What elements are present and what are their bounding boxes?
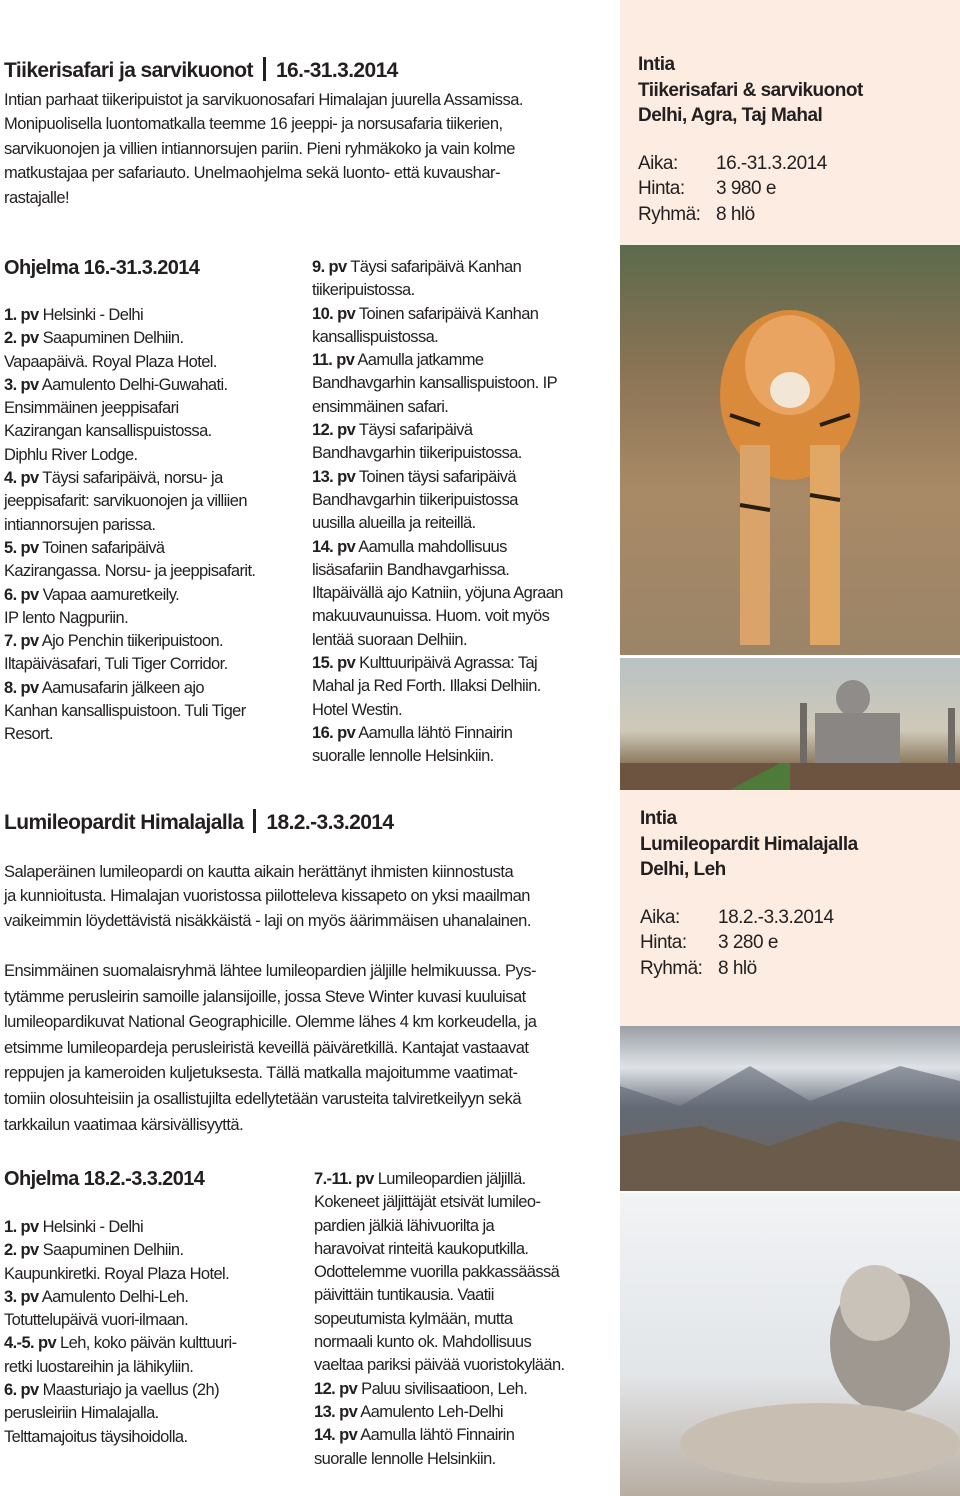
program-line [4,327,255,350]
tour2-intro-2 [4,959,536,1138]
day-text: Kokeneet jäljittäjät etsivät lumileo- [314,1193,541,1212]
day-text: retki luostareihin ja lähikyliin. [4,1357,194,1376]
box-price: Hinta: 3 280 e [640,932,778,953]
day-text: Paluu sivilisaatioon, Leh. [361,1379,528,1398]
program-day [312,303,563,350]
program-line [312,605,563,628]
day-text: vaeltaa pariksi päivää vuoristokylään. [314,1356,565,1375]
day-text: Helsinki - Delhi [42,1218,144,1236]
text-line: etsimme lumileopardeja perusleiristä keveillä päiväretkillä. Kantajat vastaavat [4,1038,529,1057]
day-number: 2. pv [4,329,39,348]
day-text: sopeutumista kylmään, mutta [314,1309,513,1328]
taj-mahal-photo [620,658,960,790]
box-tour-name: Lumileopardit Himalajalla [640,833,858,855]
day-number: 3. pv [4,375,39,394]
program-day [4,1379,236,1449]
box-places: Delhi, Leh [640,859,726,880]
tour2-info-box [620,790,960,1026]
program-day [4,584,255,631]
day-number: 10. pv [312,304,356,323]
day-number: 6. pv [4,585,39,604]
program-line [312,559,563,582]
program-line [4,537,255,560]
program-line [312,722,563,745]
day-number: 12. pv [314,1379,358,1398]
day-number: 4.-5. pv [4,1334,57,1353]
day-number: 11. pv [312,351,355,370]
tour2-title-text: Lumileopardit Himalajalla [4,811,244,834]
tour1-title [4,57,398,83]
day-text: Kazirangan kansallispuistossa. [4,422,212,441]
program-line [312,675,563,698]
day-text: Bandhavgarhin tiikeripuistossa [312,490,518,509]
tour2-title [4,809,393,835]
program-day [4,537,255,584]
program-line [4,444,255,467]
program-day [312,466,563,536]
day-number: 8. pv [4,678,39,697]
day-number: 14. pv [312,537,356,556]
day-text: Aamulla mahdollisuus [358,537,507,556]
tiger-photo [620,245,960,655]
box-tour-name: Tiikerisafari & sarvikuonot [638,79,863,101]
program-line [314,1308,565,1331]
program-day [314,1401,565,1424]
program-day [312,536,563,652]
day-text: Saapuminen Delhiin. [42,329,184,348]
program-line [314,1168,565,1191]
tour1-program-col2 [312,256,563,769]
day-text: Aamulento Delhi-Leh. [41,1287,189,1306]
program-line [4,653,255,676]
program-line [314,1424,565,1447]
program-day [4,1239,236,1286]
day-number: 2. pv [4,1241,39,1260]
day-text: Iltapäivällä ajo Katniin, yöjuna Agraan [312,584,563,603]
day-text: Iltapäiväsafari, Tuli Tiger Corridor. [4,655,228,674]
day-text: Aamulla lähtö Finnairin [358,723,513,742]
mountains-photo [620,1026,960,1191]
text-line: ja kunnioitusta. Himalajan vuoristossa piilotteleva kissapeto on yksi maailman [4,887,530,906]
day-text: Aamulento Delhi-Guwahati. [41,375,228,394]
program-line [4,584,255,607]
tour2-program-heading: Ohjelma 18.2.-3.3.2014 [4,1168,205,1190]
day-text: Täysi safaripäivä Kanhan [350,258,522,276]
text-line: tarkkailun vaatimaa kärsivällisyyttä. [4,1115,244,1134]
text-line: rastajalle! [4,188,70,207]
program-day [4,467,255,537]
text-line: Monipuolisella luontomatkalla teemme 16 jeeppi- ja norsusafaria tiikerien, [4,115,503,134]
program-line [314,1448,565,1471]
program-line [312,372,563,395]
day-text: Bandhavgarhin tiikeripuistossa. [312,444,522,463]
snow-leopard-photo [620,1193,960,1496]
program-day [312,256,563,303]
program-day [4,374,255,467]
program-line [312,326,563,349]
program-line [4,397,255,420]
program-line [4,1332,236,1355]
program-day [4,677,255,747]
program-day [314,1378,565,1401]
program-line [314,1401,565,1424]
program-day [4,1286,236,1333]
day-number: 13. pv [312,467,356,486]
day-text: ensimmäinen safari. [312,397,449,416]
program-day [4,1332,236,1379]
day-number: 6. pv [4,1381,39,1400]
day-number: 16. pv [312,723,356,742]
text-line: lumileopardikuvat National Geographicille. Olemme lähes 4 km korkeudella, ja [4,1013,537,1032]
day-text: Kanhan kansallispuistoon. Tuli Tiger [4,702,246,721]
text-line: reppujen ja kameroiden kuljetuksesta. Tällä matkalla majoitumme vaatimat- [4,1064,518,1083]
program-day [312,722,563,769]
day-text: Saapuminen Delhiin. [42,1241,184,1260]
program-line [4,677,255,700]
program-line [312,536,563,559]
program-line [4,723,255,746]
program-line [4,1426,236,1449]
day-number: 5. pv [4,538,39,557]
mountains-illustration [620,1026,960,1191]
program-line [314,1191,565,1214]
day-number: 4. pv [4,469,39,488]
day-text: Telttamajoitus täysihoidolla. [4,1427,188,1446]
day-text: perusleiriin Himalajalla. [4,1404,159,1423]
program-day [314,1424,565,1471]
program-line [314,1215,565,1238]
tour2-program-col1 [4,1216,236,1449]
program-day [4,304,255,327]
day-text: lentää suoraan Delhiin. [312,630,467,649]
day-text: intiannorsujen parissa. [4,515,156,534]
title-divider [263,57,266,81]
day-text: Lumileopardien jäljillä. [377,1170,526,1188]
program-day [4,1216,236,1239]
tour1-program-col1 [4,304,255,747]
day-text: Täysi safaripäivä, norsu- ja [42,469,223,488]
day-text: Kazirangassa. Norsu- ja jeeppisafarit. [4,562,256,581]
day-text: Ensimmäinen jeeppisafari [4,399,179,418]
program-line [312,279,563,302]
box-group: Ryhmä: 8 hlö [638,203,755,225]
program-day [314,1168,565,1378]
program-line [314,1378,565,1401]
day-text: Leh, koko päivän kulttuuri- [60,1334,237,1353]
program-day [4,630,255,677]
text-line: tomiin olosuhteisiin ja osallistujilta edellytetään varusteita talviretkeilyyn sekä [4,1089,522,1108]
program-line [4,700,255,723]
day-number: 14. pv [314,1426,358,1445]
program-line [312,512,563,535]
day-text: Aamulla jatkamme [357,351,484,370]
day-text: Täysi safaripäivä [358,421,473,440]
program-line [312,629,563,652]
day-number: 13. pv [314,1402,358,1421]
box-country: Intia [640,808,677,829]
tour1-intro [4,88,523,210]
program-day [312,419,563,466]
text-line: Salaperäinen lumileopardi on kautta aikain herättänyt ihmisten kiinnostusta [4,863,514,881]
day-number: 1. pv [4,1218,39,1236]
program-line [4,1402,236,1425]
program-line [4,490,255,513]
day-text: Maasturiajo ja vaellus (2h) [42,1381,219,1400]
program-line [314,1284,565,1307]
program-line [312,466,563,489]
program-line [4,607,255,630]
tour2-intro-1 [4,860,531,933]
program-line [312,349,563,372]
program-line [314,1238,565,1261]
program-line [4,1309,236,1332]
day-text: Resort. [4,725,53,744]
program-line [312,652,563,675]
program-line [314,1354,565,1377]
program-line [4,1286,236,1309]
snow-leopard-illustration [620,1193,960,1496]
program-day [312,349,563,419]
title-divider [253,809,256,833]
tour1-title-text: Tiikerisafari ja sarvikuonot [4,59,253,82]
program-line [4,374,255,397]
day-text: Helsinki - Delhi [42,306,144,324]
program-day [4,327,255,374]
text-line: Ensimmäinen suomalaisryhmä lähtee lumileopardien jäljille helmikuussa. Pys- [4,962,536,980]
day-text: Aamulento Leh-Delhi [360,1402,503,1421]
day-text: Toinen safaripäivä [42,538,165,557]
program-line [4,630,255,653]
day-text: tiikeripuistossa. [312,281,415,300]
day-text: Kaupunkiretki. Royal Plaza Hotel. [4,1264,230,1283]
program-line [314,1261,565,1284]
program-line [4,1216,236,1239]
program-line [4,1379,236,1402]
tour2-title-date: 18.2.-3.3.2014 [266,811,394,834]
day-number: 9. pv [312,258,347,276]
day-text: IP lento Nagpuriin. [4,608,129,627]
day-text: Vapaapäivä. Royal Plaza Hotel. [4,352,217,371]
day-text: Ajo Penchin tiikeripuistoon. [41,632,224,651]
day-number: 7. pv [4,632,39,651]
day-text: päivittäin tuntikausia. Vaatii [314,1286,494,1305]
program-line [4,560,255,583]
program-line [312,582,563,605]
program-line [4,1263,236,1286]
day-number: 3. pv [4,1287,39,1306]
program-line [312,396,563,419]
tour1-info-box [620,0,960,245]
program-line [4,514,255,537]
text-line: sarvikuonojen ja villien intiannorsujen pariin. Pieni ryhmäkoko ja vain kolme [4,139,515,158]
day-number: 1. pv [4,306,39,324]
text-line: matkustajaa per safariauto. Unelmaohjelma sekä luonto- että kuvaushar- [4,164,501,183]
day-number: 7.-11. pv [314,1170,374,1188]
day-text: normaali kunto ok. Mahdollisuus [314,1333,532,1352]
day-text: Toinen täysi safaripäivä [358,467,516,486]
program-line [312,745,563,768]
program-line [4,1356,236,1379]
day-text: Mahal ja Red Forth. Illaksi Delhiin. [312,677,541,696]
day-text: pardien jälkiä lähivuorilta ja [314,1216,495,1235]
day-text: suoralle lennolle Helsinkiin. [312,747,494,766]
day-text: uusilla alueilla ja reiteillä. [312,514,476,533]
box-group: Ryhmä: 8 hlö [640,957,757,979]
tiger-illustration [620,245,960,655]
program-line [312,442,563,465]
text-line: Intian parhaat tiikeripuistot ja sarvikuonosafari Himalajan juurella Assamissa. [4,91,524,109]
day-text: Kulttuuripäivä Agrassa: Taj [359,654,538,673]
box-time: Aika: 16.-31.3.2014 [638,152,827,174]
program-line [4,1239,236,1262]
box-country: Intia [638,54,675,75]
taj-mahal-illustration [620,658,960,790]
day-text: jeeppisafarit: sarvikuonojen ja villiien [4,492,247,511]
day-text: kansallispuistossa. [312,327,439,346]
day-text: Aamulla lähtö Finnairin [360,1426,515,1445]
day-text: Toinen safaripäivä Kanhan [358,304,539,323]
day-text: haravoivat rinteitä kaukoputkilla. [314,1239,529,1258]
tour1-program-heading: Ohjelma 16.-31.3.2014 [4,257,200,279]
day-text: makuuvaunuissa. Huom. voit myös [312,607,550,626]
day-number: 12. pv [312,421,356,440]
text-line: tytämme perusleirin samoille jalansijoille, jossa Steve Winter kuvasi kuuluisat [4,987,526,1006]
program-line [312,699,563,722]
day-text: Totuttelupäivä vuori-ilmaan. [4,1311,189,1330]
program-line [4,420,255,443]
day-text: Diphlu River Lodge. [4,445,138,464]
day-number: 15. pv [312,654,356,673]
day-text: Aamusafarin jälkeen ajo [41,678,204,697]
day-text: Bandhavgarhin kansallispuistoon. IP [312,374,558,393]
day-text: Hotel Westin. [312,700,403,719]
program-line [4,304,255,327]
program-day [312,652,563,722]
tour2-program-col2 [314,1168,565,1471]
day-text: Vapaa aamuretkeily. [42,585,180,604]
program-line [312,419,563,442]
program-line [4,351,255,374]
day-text: lisäsafariin Bandhavgarhissa. [312,560,510,579]
program-line [312,303,563,326]
tour1-title-date: 16.-31.3.2014 [275,59,398,82]
program-line [312,489,563,512]
program-line [312,256,563,279]
day-text: Odottelemme vuorilla pakkassäässä [314,1263,560,1282]
text-line: vaikeimmin löydettävistä nisäkkäistä - laji on myös äärimmäisen uhanalainen. [4,911,531,930]
box-places: Delhi, Agra, Taj Mahal [638,105,823,126]
box-price: Hinta: 3 980 e [638,178,776,199]
program-line [4,467,255,490]
program-line [314,1331,565,1354]
day-text: suoralle lennolle Helsinkiin. [314,1449,496,1468]
box-time: Aika: 18.2.-3.3.2014 [640,906,834,928]
